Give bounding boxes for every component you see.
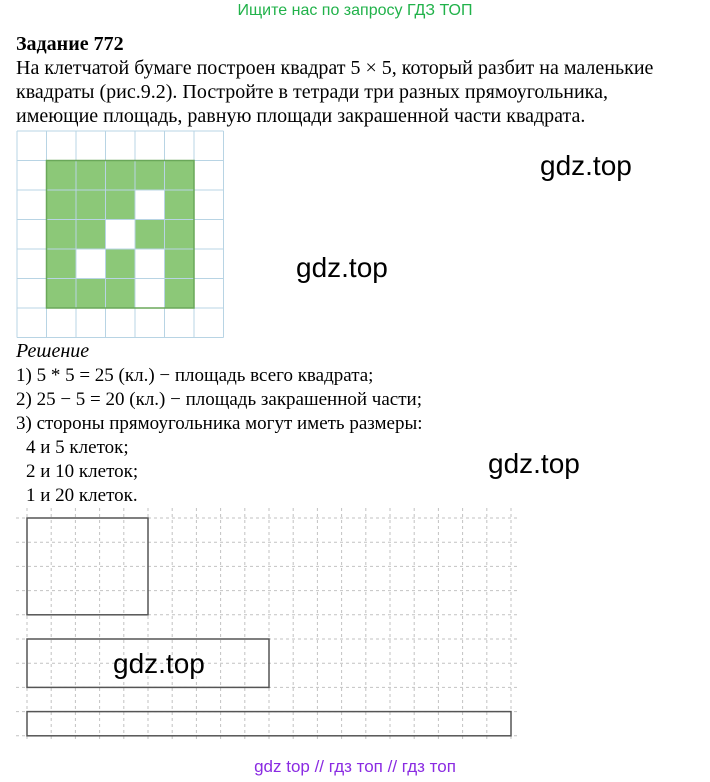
shaded-cell	[47, 161, 77, 191]
footer-links: gdz top // гдз топ // гдз топ	[254, 757, 456, 776]
shaded-cell	[165, 279, 195, 309]
shaded-cell	[106, 279, 136, 309]
shaded-cell	[135, 220, 165, 250]
shaded-cell	[76, 161, 106, 191]
shaded-cell	[76, 220, 106, 250]
shaded-cell	[135, 161, 165, 191]
solution-step: 2) 25 − 5 = 20 (кл.) − площадь закрашенной части;	[16, 389, 422, 410]
top-banner: Ищите нас по запросу ГДЗ ТОП	[237, 2, 473, 19]
shaded-cell	[106, 190, 136, 220]
solution-step: 3) стороны прямоугольника могут иметь размеры:	[16, 413, 423, 434]
shaded-cell	[165, 220, 195, 250]
solution-size: 1 и 20 клеток.	[26, 485, 138, 506]
shaded-cell	[106, 249, 136, 279]
solution-lines	[16, 364, 423, 508]
solution-title: Решение	[16, 340, 90, 362]
shaded-cell	[47, 279, 77, 309]
figure-rectangles	[16, 508, 528, 750]
shaded-cell	[165, 161, 195, 191]
task-text	[16, 56, 706, 128]
figure-square-grid	[16, 130, 225, 339]
shaded-cell	[47, 190, 77, 220]
task-line: На клетчатой бумаге построен квадрат 5 × 5, который разбит на маленькие	[16, 57, 654, 79]
shaded-cell	[165, 190, 195, 220]
watermark: gdz.top	[540, 150, 632, 181]
task-line: имеющие площадь, равную площади закрашенной части квадрата.	[16, 105, 586, 127]
task-line: квадраты (рис.9.2). Постройте в тетради три разных прямоугольника,	[16, 81, 608, 103]
watermark: gdz.top	[488, 448, 580, 479]
shaded-cell	[106, 161, 136, 191]
solution-size: 4 и 5 клеток;	[26, 437, 129, 458]
shaded-cell	[76, 190, 106, 220]
shaded-cell	[76, 279, 106, 309]
answer-rectangle	[27, 518, 148, 615]
task-title: Задание 772	[16, 33, 124, 55]
solution-step: 1) 5 * 5 = 25 (кл.) − площадь всего квадрата;	[16, 365, 374, 386]
shaded-cell	[165, 249, 195, 279]
shaded-cell	[47, 249, 77, 279]
solution-size: 2 и 10 клеток;	[26, 461, 139, 482]
shaded-cell	[47, 220, 77, 250]
watermark: gdz.top	[296, 252, 388, 283]
watermark: gdz.top	[113, 648, 205, 679]
